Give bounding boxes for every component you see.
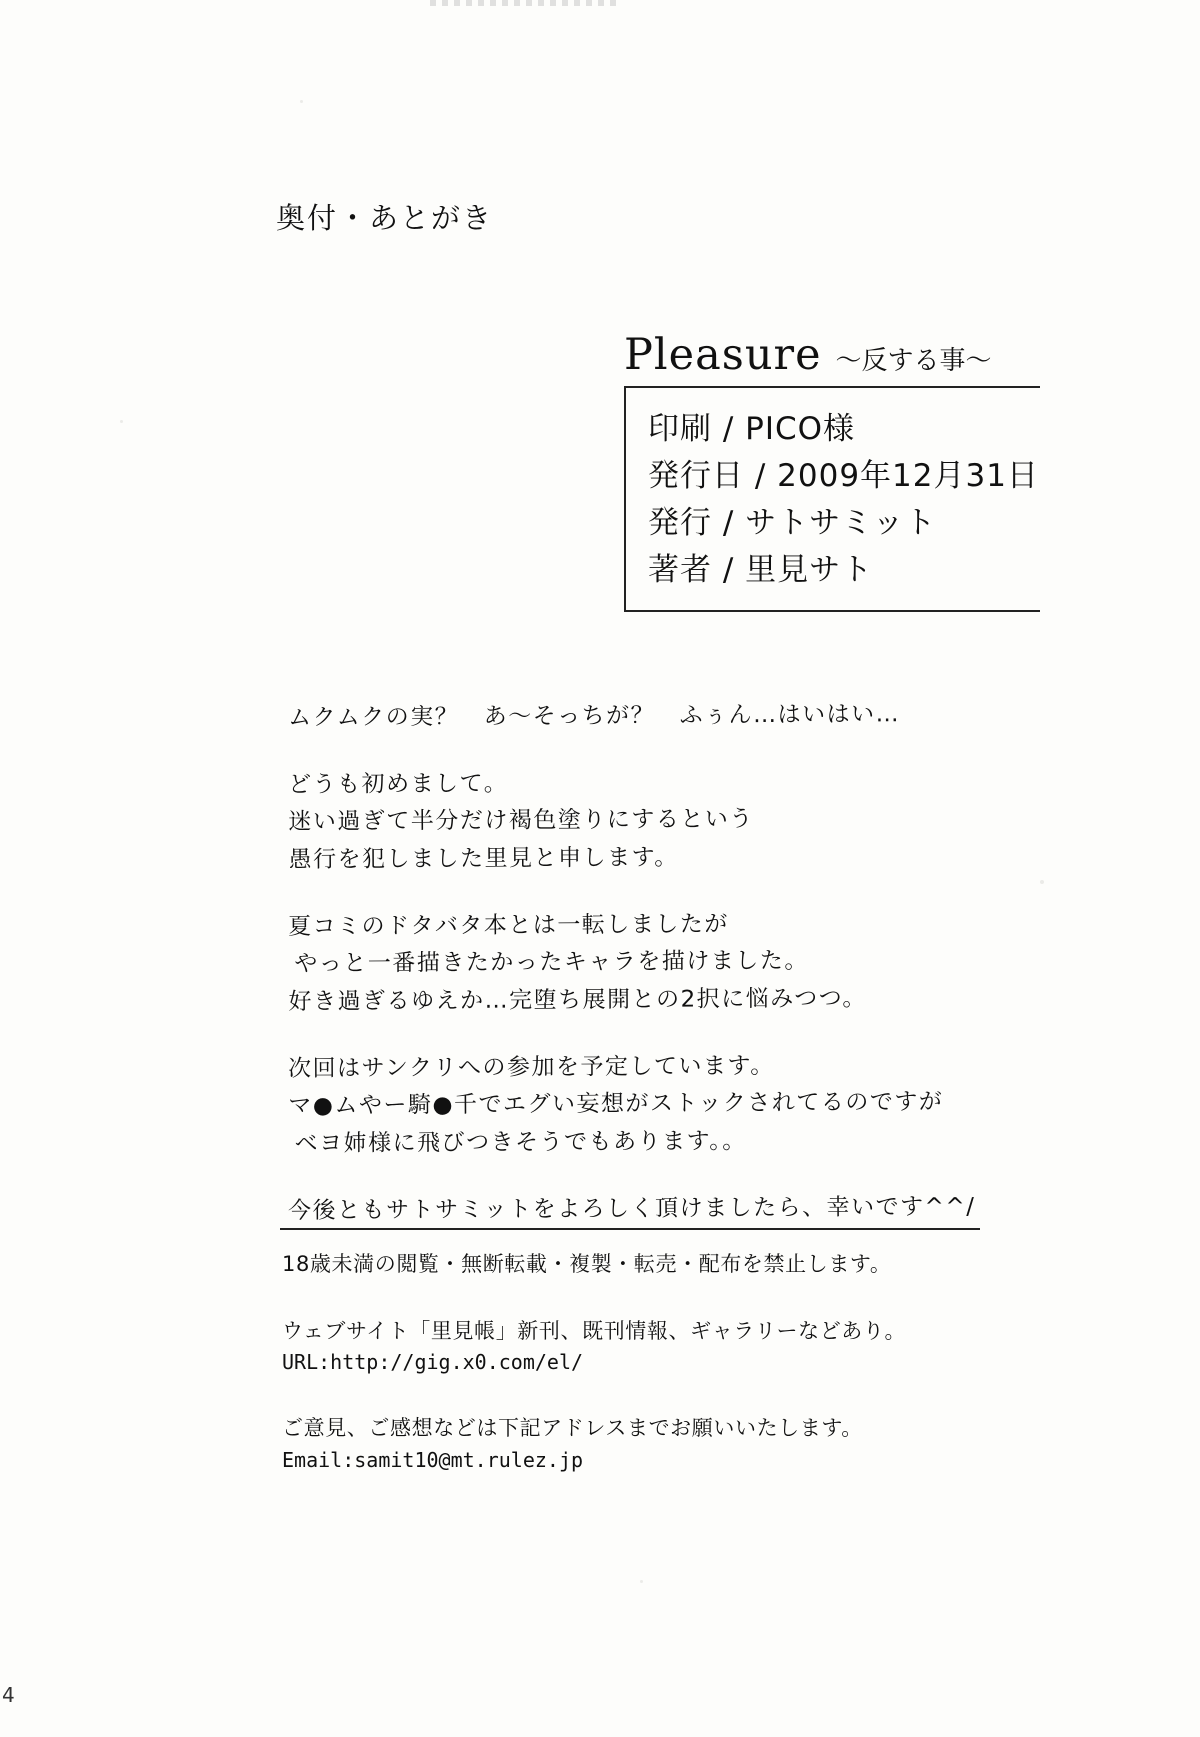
contact-notice	[282, 1412, 982, 1476]
scan-speckle	[300, 100, 303, 103]
afterword-paragraph	[288, 695, 1028, 737]
afterword-line: 次回はサンクリへの参加を予定しています。	[288, 1052, 775, 1082]
afterword-line: 愚行を犯しました里見と申します。	[288, 844, 679, 873]
afterword-line: ベヨ姉様に飛びつきそうでもあります。。	[294, 1127, 747, 1157]
afterword-line: やっと一番描きたかったキャラを描けました。	[294, 948, 809, 978]
work-subtitle: 〜反する事〜	[835, 346, 992, 376]
colophon-meta-pubdate: 発行日 / 2009年12月31日	[648, 458, 1039, 495]
colophon-meta-author: 著者 / 里見サト	[648, 552, 874, 589]
scan-edge-artifact	[430, 0, 620, 6]
website-notice	[282, 1315, 982, 1379]
age-restriction-notice	[282, 1248, 982, 1281]
website-label: ウェブサイト「里見帳」新刊、既刊情報、ギャラリーなどあり。	[282, 1318, 907, 1343]
scan-speckle	[640, 1580, 643, 1583]
afterword-line: 好き過ぎるゆえか…完堕ち展開との2択に悩みつつ。	[288, 984, 867, 1015]
page-title: 奥付・あとがき	[276, 201, 494, 235]
afterword-paragraph	[288, 1046, 1029, 1162]
colophon-meta-list	[624, 388, 1040, 612]
colophon-block	[624, 330, 1040, 612]
colophon-title-row	[624, 330, 1040, 388]
afterword-paragraph	[288, 904, 1029, 1020]
colophon-meta-printer: 印刷 / PICO様	[648, 411, 856, 447]
afterword-line: マ●ムやー騎●千でエグい妄想がストックされてるのですが	[288, 1088, 944, 1119]
scan-speckle	[1040, 880, 1044, 884]
age-restriction-text: 18歳未満の閲覧・無断転載・複製・転売・配布を禁止します。	[282, 1252, 892, 1276]
afterword-paragraph	[288, 1188, 1028, 1230]
contact-email[interactable]: Email:samit10@mt.rulez.jp	[282, 1447, 584, 1472]
work-title: Pleasure	[624, 330, 822, 380]
afterword-line: 迷い過ぎて半分だけ褐色塗りにするという	[288, 806, 754, 836]
contact-label: ご意見、ご感想などは下記アドレスまでお願いいたします。	[282, 1416, 863, 1441]
afterword-line: 夏コミのドタバタ本とは一転しましたが	[288, 911, 729, 940]
website-url[interactable]: URL:http://gig.x0.com/el/	[282, 1350, 584, 1375]
afterword-text	[288, 700, 1028, 1230]
page-number: 4	[2, 1683, 15, 1707]
afterword-paragraph	[288, 763, 1029, 879]
colophon-meta-publisher: 発行 / サトサミット	[648, 505, 937, 542]
afterword-line: ムクムクの実？ あ〜そっちが？ ふぅん…はいはい…	[288, 701, 901, 731]
footer-divider	[280, 1228, 980, 1230]
afterword-line: どうも初めまして。	[288, 770, 509, 799]
scan-speckle	[120, 420, 123, 423]
afterword-line: 今後ともサトサミットをよろしく頂けましたら、幸いです^^/	[288, 1193, 976, 1224]
footer-notices	[282, 1248, 982, 1476]
